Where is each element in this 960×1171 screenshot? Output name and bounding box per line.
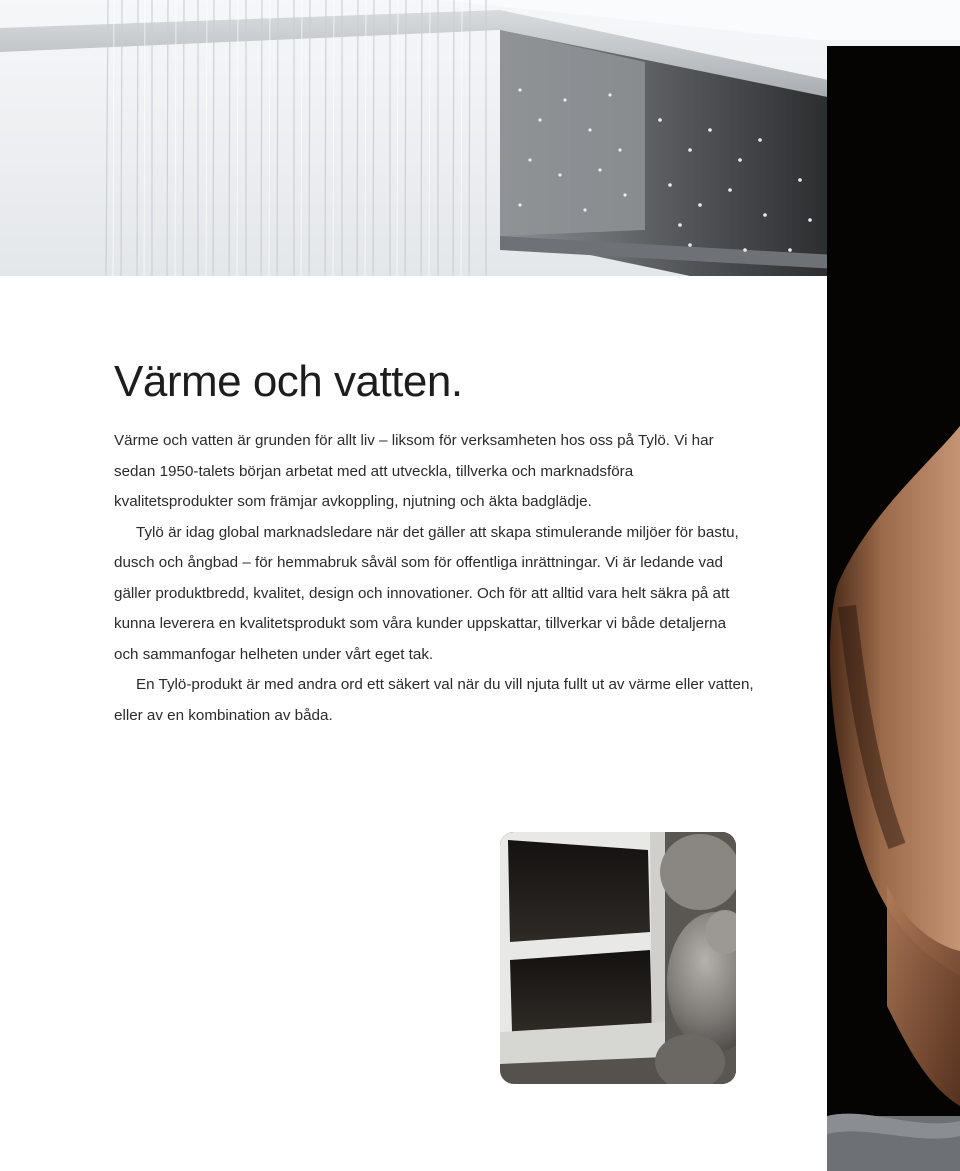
paragraph-intro: Värme och vatten är grunden för allt liv – liksom för verksamheten hos oss på Tylö. Vi har sedan 1950-talets början arbetat med att utveckla, tillverka och marknadsföra kvalitetsprodukter som främjar avkoppling, njutning och äkta badglädje.	[114, 432, 714, 510]
rain-shower-illustration	[0, 0, 960, 276]
paragraph-market-leader: Tylö är idag global marknadsledare när det gäller att skapa stimulerande miljöer för bastu, dusch och ångbad – för hemmabruk såväl som för offentliga inrättningar. Vi är ledande vad gäller produktbredd, kvalitet, design och innovationer. Och för att alltid vara helt säkra på att kunna leverera en kvalitetsprodukt som våra kunder uppskattar, tillverkar vi både detaljerna och sammanfogar helheten under vårt eget tak.	[114, 523, 739, 663]
rain-shower-photo	[0, 0, 960, 276]
sauna-heater-illustration	[500, 832, 736, 1084]
man-photo	[827, 46, 960, 1171]
sauna-heater-photo	[500, 832, 736, 1084]
article-body	[114, 426, 754, 731]
man-silhouette-illustration	[827, 46, 960, 1171]
paragraph-conclusion: En Tylö-produkt är med andra ord ett säkert val när du vill njuta fullt ut av värme eller vatten, eller av en kombination av båda.	[114, 676, 754, 724]
page-title: Värme och vatten.	[114, 357, 463, 406]
